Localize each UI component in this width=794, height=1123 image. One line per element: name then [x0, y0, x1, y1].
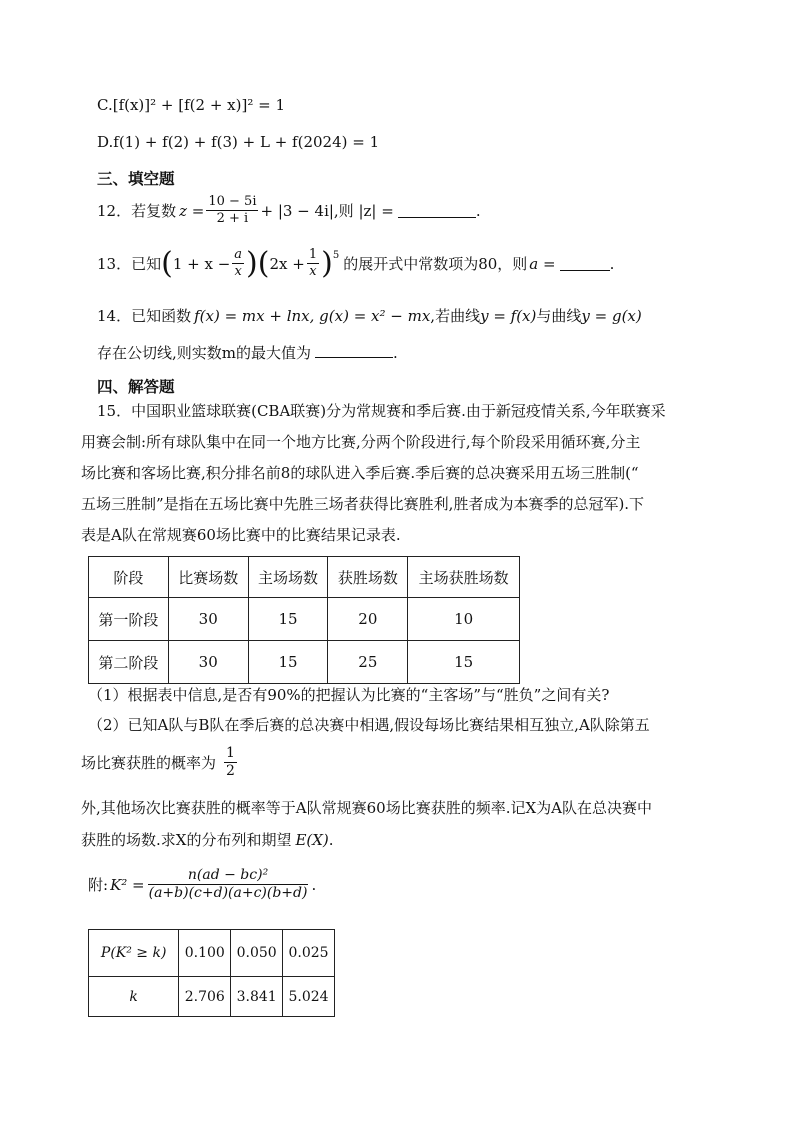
section-3-title: 三、填空题 [97, 169, 175, 188]
q15-sub-1: （1）根据表中信息,是否有90%的把握认为比赛的“主客场”与“胜负”之间有关? [88, 686, 610, 704]
option-d-label: D. [97, 133, 114, 151]
q13-answer-blank[interactable] [560, 256, 610, 271]
appendix-formula-end: . [311, 875, 317, 894]
q13-factor2-numerator: 1 [307, 248, 319, 264]
q14-mid-2: 与曲线 [536, 307, 582, 325]
table-header-cell: 主场获胜场数 [408, 557, 520, 598]
k-label-cell: k [89, 977, 179, 1017]
q13-paren-close-1: ) [246, 245, 258, 281]
q14-curve-1: y = f(x) [480, 307, 537, 325]
half-fraction [224, 746, 237, 780]
question-14-line-1 [97, 307, 642, 325]
table-cell: 15 [408, 641, 520, 684]
probability-label-cell: P(K² ≥ k) [89, 930, 179, 977]
table-cell: 0.100 [179, 930, 231, 977]
q12-fraction-numerator: 10 − 5i [206, 195, 258, 211]
q13-exponent: 5 [332, 250, 340, 261]
appendix-formula [88, 868, 316, 902]
q15-sub-2-line-4 [81, 831, 334, 849]
q13-end: . [609, 254, 615, 273]
table-row [89, 930, 335, 977]
q14-line-2-text: 存在公切线,则实数m的最大值为 [97, 344, 311, 362]
table-header-cell: 比赛场数 [168, 557, 248, 598]
table-header-cell: 阶段 [89, 557, 169, 598]
table-row [89, 977, 335, 1017]
results-table [88, 556, 520, 684]
table-cell: 3.841 [231, 977, 283, 1017]
table-cell: 第二阶段 [89, 641, 169, 684]
q13-factor1-text: 1 + x − [172, 254, 231, 273]
q13-paren-open-2: ( [257, 245, 270, 281]
q13-factor1-fraction [232, 248, 244, 280]
table-header-cell: 获胜场数 [328, 557, 408, 598]
half-denominator: 2 [226, 763, 235, 780]
q13-prefix: 13．已知 [97, 254, 162, 273]
q15-line-1: 15．中国职业篮球联赛(CBA联赛)分为常规赛和季后赛.由于新冠疫情关系,今年联赛采 [97, 402, 666, 420]
q12-prefix: 12．若复数 [97, 201, 177, 220]
critical-value-table [88, 929, 335, 1017]
table-cell: 第一阶段 [89, 598, 169, 641]
table-cell: 20 [328, 598, 408, 641]
section-4-title: 四、解答题 [97, 377, 175, 396]
q13-factor1-numerator: a [232, 248, 244, 264]
q12-fraction [206, 195, 258, 227]
option-c-label: C. [97, 96, 113, 114]
q15-sub-2-line-4-end: . [328, 831, 334, 849]
q12-end: . [475, 201, 481, 220]
q15-line-4: 五场三胜制”是指在五场比赛中先胜三场者获得比赛胜利,胜者成为本赛季的总冠军).下 [81, 495, 645, 513]
question-13 [97, 245, 615, 281]
k2-eq: K² = [110, 875, 145, 894]
q12-z-eq: z = [179, 201, 205, 220]
table-row [89, 598, 520, 641]
q14-curve-2: y = g(x) [581, 307, 642, 325]
q12-rest: + |3 − 4i|,则 |z| = [260, 201, 394, 220]
k2-fraction [147, 868, 310, 902]
table-cell: 25 [328, 641, 408, 684]
q13-factor2-denominator: x [309, 264, 317, 280]
q15-sub-2-line-3: 外,其他场次比赛获胜的概率等于A队常规赛60场比赛获胜的频率.记X为A队在总决赛中 [81, 799, 652, 817]
table-header-cell: 主场场数 [248, 557, 328, 598]
q13-factor1-denominator: x [234, 264, 242, 280]
table-cell: 0.050 [231, 930, 283, 977]
expectation-expression: E(X) [295, 831, 329, 849]
q15-sub-2-line-4-text: 获胜的场数.求X的分布列和期望 [81, 831, 292, 849]
question-12 [97, 195, 481, 227]
q15-line-3: 场比赛和客场比赛,积分排名前8的球队进入季后赛.季后赛的总决赛采用五场三胜制(“ [81, 464, 639, 482]
option-d [97, 133, 379, 151]
q15-line-2: 用赛会制:所有球队集中在同一个地方比赛,分两个阶段进行,每个阶段采用循环赛,分主 [81, 433, 641, 451]
q15-line-5: 表是A队在常规赛60场比赛中的比赛结果记录表. [81, 526, 401, 544]
q13-factor2-text: 2x + [269, 254, 305, 273]
table-row [89, 641, 520, 684]
table-cell: 15 [248, 641, 328, 684]
q12-answer-blank[interactable] [398, 203, 476, 218]
q14-end: . [393, 344, 398, 362]
appendix-label: 附: [88, 875, 109, 894]
option-c-expression: [f(x)]² + [f(2 + x)]² = 1 [112, 96, 285, 114]
question-14-line-2 [97, 343, 398, 362]
q13-paren-close-2: ) [321, 245, 333, 281]
q13-suffix: 的展开式中常数项为80，则 [343, 254, 528, 273]
q13-paren-open-1: ( [161, 245, 173, 281]
table-cell: 30 [168, 598, 248, 641]
table-cell: 0.025 [283, 930, 335, 977]
table-cell: 5.024 [283, 977, 335, 1017]
half-numerator: 1 [224, 746, 237, 763]
q14-answer-blank[interactable] [315, 343, 393, 358]
k2-numerator: n(ad − bc)² [148, 868, 308, 885]
q14-prefix: 14．已知函数 [97, 307, 192, 325]
table-header-row [89, 557, 520, 598]
q12-fraction-denominator: 2 + i [216, 211, 249, 227]
q15-sub-2-line-1: （2）已知A队与B队在季后赛的总决赛中相遇,假设每场比赛结果相互独立,A队除第五 [88, 716, 650, 734]
q15-sub-2-line-2-text: 场比赛获胜的概率为 [81, 753, 217, 772]
k2-denominator: (a+b)(c+d)(a+c)(b+d) [148, 885, 308, 902]
table-cell: 15 [248, 598, 328, 641]
option-d-expression: f(1) + f(2) + f(3) + L + f(2024) = 1 [113, 133, 380, 151]
q13-a-eq: a = [529, 254, 556, 273]
table-cell: 10 [408, 598, 520, 641]
q14-functions: f(x) = mx + lnx, g(x) = x² − mx [194, 307, 431, 325]
table-cell: 2.706 [179, 977, 231, 1017]
q15-sub-2-line-2 [81, 746, 239, 780]
q14-mid: ,若曲线 [430, 307, 481, 325]
table-cell: 30 [168, 641, 248, 684]
q13-factor2-fraction [307, 248, 319, 280]
option-c [97, 96, 285, 114]
